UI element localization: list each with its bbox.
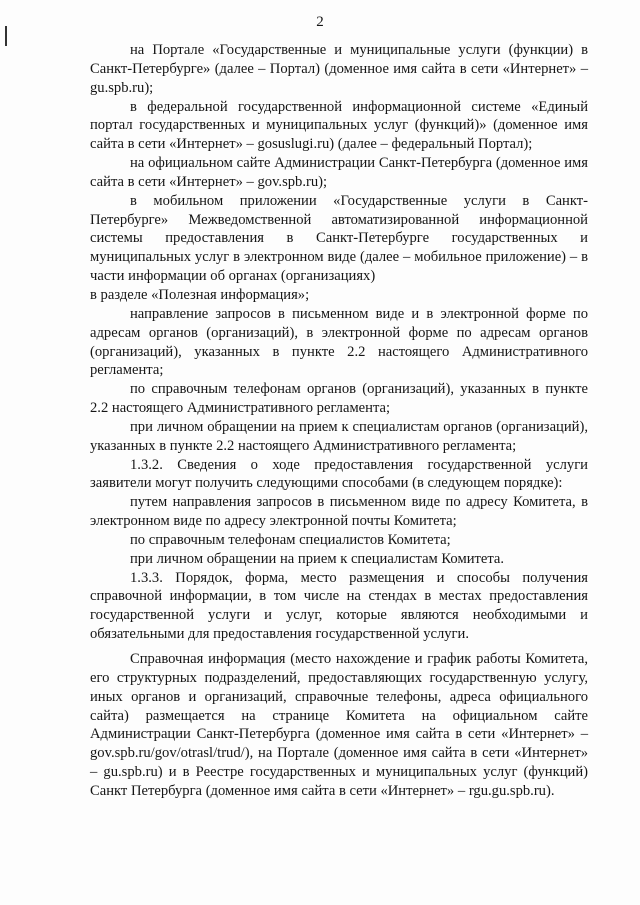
paragraph-written-requests: направление запросов в письменном виде и в электронной форме по адресам органов (организаций), в электронной форме по адресам органов (организаций), указанных в пункте 2.2 настоящего Административного регламента; [90, 305, 588, 379]
paragraph-personal-visit: при личном обращении на прием к специалистам органов (организаций), указанных в пункте 2.2 настоящего Административного регламента; [90, 418, 588, 454]
paragraph-committee-requests: путем направления запросов в письменном виде по адресу Комитета, в электронном виде по адресу электронной почты Комитета; [90, 494, 588, 530]
paragraph-useful-info: в разделе «Полезная информация»; [90, 286, 310, 303]
paragraph-portal: на Портале «Государственные и муниципальные услуги (функции) в Санкт-Петербурге» (далее – Портал) (доменное имя сайта в сети «Интернет» – gu.spb.ru); [90, 42, 588, 96]
paragraph-committee-phones: по справочным телефонам специалистов Комитета; [130, 531, 451, 548]
page-number: 2 [316, 14, 324, 30]
paragraph-1-3-2: 1.3.2. Сведения о ходе предоставления государственной услуги заявители могут получить следующими способами (в следующем порядке): [90, 456, 588, 492]
paragraph-phones: по справочным телефонам органов (организаций), указанных в пункте 2.2 настоящего Административного регламента; [90, 381, 588, 417]
paragraph-reference-info: Справочная информация (место нахождение и график работы Комитета, его структурных подразделений, предоставляющих государственную услугу, иных органов и организаций, справочные телефоны, адреса официального сайта) размещается на странице Комитета на официальном сайте Администрации Санкт-Петербурга (доменное имя сайта в сети «Интернет» – gov.spb.ru/gov/otrasl/trud/), на Портале (доменное имя сайта в сети «Интернет» – gu.spb.ru) и в Реестре государственных и муниципальных услуг (функций) Санкт Петербурга (доменное имя сайта в сети «Интернет» – rgu.gu.spb.ru). [90, 651, 588, 799]
paragraph-federal-portal: в федеральной государственной информационной системе «Единый портал государственных и муниципальных услуг (функций)» (доменное имя сайта в сети «Интернет» – gosuslugi.ru) (далее – федеральный Портал); [90, 98, 588, 153]
paragraph-committee-visit: при личном обращении на прием к специалистам Комитета. [130, 550, 505, 567]
paragraph-mobile-app: в мобильном приложении «Государственные услуги в Санкт-Петербурге» Межведомственной автоматизированной информационной системы предоставления в Санкт-Петербурге государственных и муниципальных услуг в электронном виде (далее – мобильное приложение) – в части информации об органах (организациях) [90, 192, 588, 285]
paragraph-1-3-3: 1.3.3. Порядок, форма, место размещения и способы получения справочной информации, в том числе на стендах в местах предоставления государственной услуги и услуг, которые являются необходимыми и обязательными для предоставления государственной услуги. [90, 569, 588, 643]
document-body [90, 41, 588, 801]
paragraph-admin-site: на официальном сайте Администрации Санкт-Петербурга (доменное имя сайта в сети «Интернет» – gov.spb.ru); [90, 155, 588, 190]
